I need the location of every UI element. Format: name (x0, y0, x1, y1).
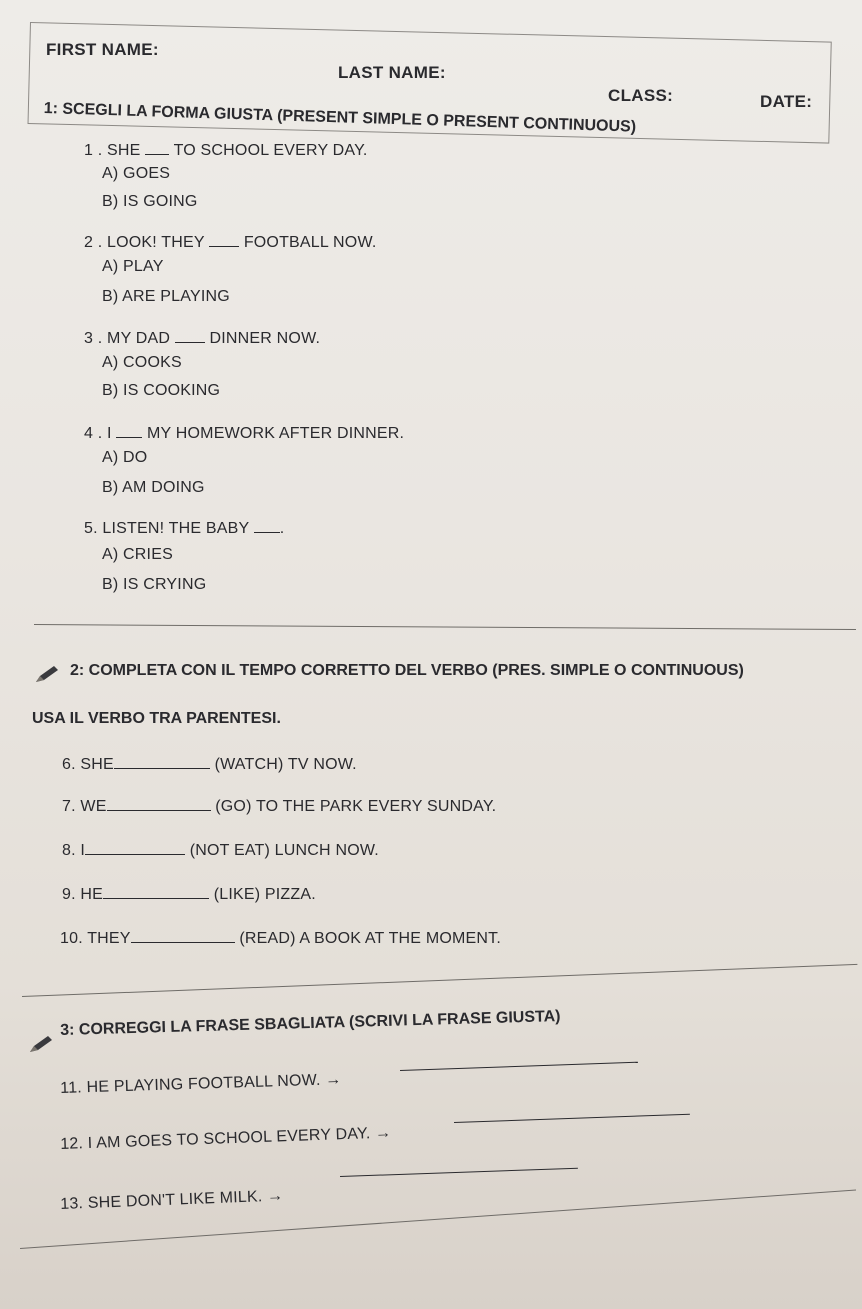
question-text: (LIKE) PIZZA. (213, 886, 316, 903)
question-text: (GO) TO THE PARK EVERY SUNDAY. (215, 798, 497, 815)
question-number: 7. (62, 798, 76, 815)
question-5 (84, 518, 284, 538)
question-text: MY HOMEWORK AFTER DINNER. (147, 425, 405, 442)
question-6 (62, 754, 357, 774)
option-b[interactable]: B) IS COOKING (102, 382, 221, 399)
option-a[interactable]: A) GOES (102, 165, 171, 182)
class-label: CLASS: (608, 86, 674, 105)
answer-blank[interactable] (145, 140, 169, 155)
answer-blank[interactable] (254, 518, 280, 533)
option-a[interactable]: A) DO (102, 449, 148, 466)
option-b[interactable]: B) AM DOING (102, 479, 205, 496)
answer-line[interactable] (340, 1168, 578, 1177)
question-1 (84, 140, 368, 160)
answer-blank[interactable] (114, 754, 210, 769)
question-7 (62, 796, 496, 816)
option-a[interactable]: A) COOKS (102, 354, 182, 371)
question-10 (60, 928, 501, 948)
question-number: 2 . (84, 234, 103, 251)
question-text: (READ) A BOOK AT THE MOMENT. (239, 930, 501, 947)
answer-line[interactable] (454, 1114, 690, 1123)
question-text: I (80, 842, 86, 859)
question-11: 11. HE PLAYING FOOTBALL NOW. → (60, 1071, 342, 1097)
section-divider (22, 964, 857, 997)
date-label: DATE: (760, 92, 813, 111)
question-text: MY DAD (107, 330, 171, 347)
option-b[interactable]: B) IS GOING (102, 193, 198, 210)
question-12: 12. I AM GOES TO SCHOOL EVERY DAY. → (60, 1124, 392, 1153)
question-text: (NOT EAT) LUNCH NOW. (189, 842, 379, 859)
answer-blank[interactable] (85, 840, 185, 855)
question-number: 8. (62, 842, 76, 859)
option-a[interactable]: A) CRIES (102, 546, 173, 563)
question-text: LOOK! THEY (107, 234, 205, 251)
first-name-label: FIRST NAME: (46, 40, 159, 59)
pencil-icon (34, 664, 60, 684)
question-text: . (279, 520, 285, 537)
answer-blank[interactable] (107, 796, 211, 811)
question-9 (62, 884, 316, 904)
option-b[interactable]: B) IS CRYING (102, 576, 207, 593)
question-2 (84, 232, 377, 252)
answer-blank[interactable] (131, 928, 235, 943)
last-name-label: LAST NAME: (338, 63, 446, 82)
section1-title: 1: SCEGLI LA FORMA GIUSTA (PRESENT SIMPLE O PRESENT CONTINUOUS) (43, 100, 637, 136)
question-number: 5. (84, 520, 98, 537)
question-text: LISTEN! THE BABY (102, 520, 250, 537)
question-number: 1 . (84, 142, 103, 159)
section2-title: 2: COMPLETA CON IL TEMPO CORRETTO DEL VERBO (PRES. SIMPLE O CONTINUOUS) (70, 662, 744, 679)
question-number: 3 . (84, 330, 103, 347)
answer-blank[interactable] (116, 423, 142, 438)
question-text: TO SCHOOL EVERY DAY. (173, 142, 368, 159)
question-number: 9. (62, 886, 76, 903)
question-text: THEY (87, 930, 131, 947)
question-text: SHE (107, 142, 141, 159)
section-divider (34, 624, 856, 630)
answer-blank[interactable] (103, 884, 209, 899)
pencil-icon (28, 1034, 54, 1054)
section3-title: 3: CORREGGI LA FRASE SBAGLIATA (SCRIVI LA FRASE GIUSTA) (60, 1008, 561, 1039)
section2-subtitle: USA IL VERBO TRA PARENTESI. (32, 710, 281, 727)
question-text: (WATCH) TV NOW. (214, 756, 357, 773)
question-13: 13. SHE DON'T LIKE MILK. → (60, 1187, 284, 1213)
question-3 (84, 328, 320, 348)
question-4 (84, 423, 404, 443)
question-8 (62, 840, 379, 860)
answer-blank[interactable] (209, 232, 239, 247)
question-number: 4 . (84, 425, 103, 442)
question-text: WE (80, 798, 107, 815)
question-text: I (107, 425, 112, 442)
question-number: 10. (60, 930, 83, 947)
answer-line[interactable] (400, 1062, 638, 1071)
answer-blank[interactable] (175, 328, 205, 343)
question-text: DINNER NOW. (209, 330, 321, 347)
option-a[interactable]: A) PLAY (102, 258, 164, 275)
question-text: FOOTBALL NOW. (243, 234, 377, 251)
question-text: HE (80, 886, 104, 903)
option-b[interactable]: B) ARE PLAYING (102, 288, 230, 305)
question-number: 6. (62, 756, 76, 773)
question-text: SHE (80, 756, 114, 773)
